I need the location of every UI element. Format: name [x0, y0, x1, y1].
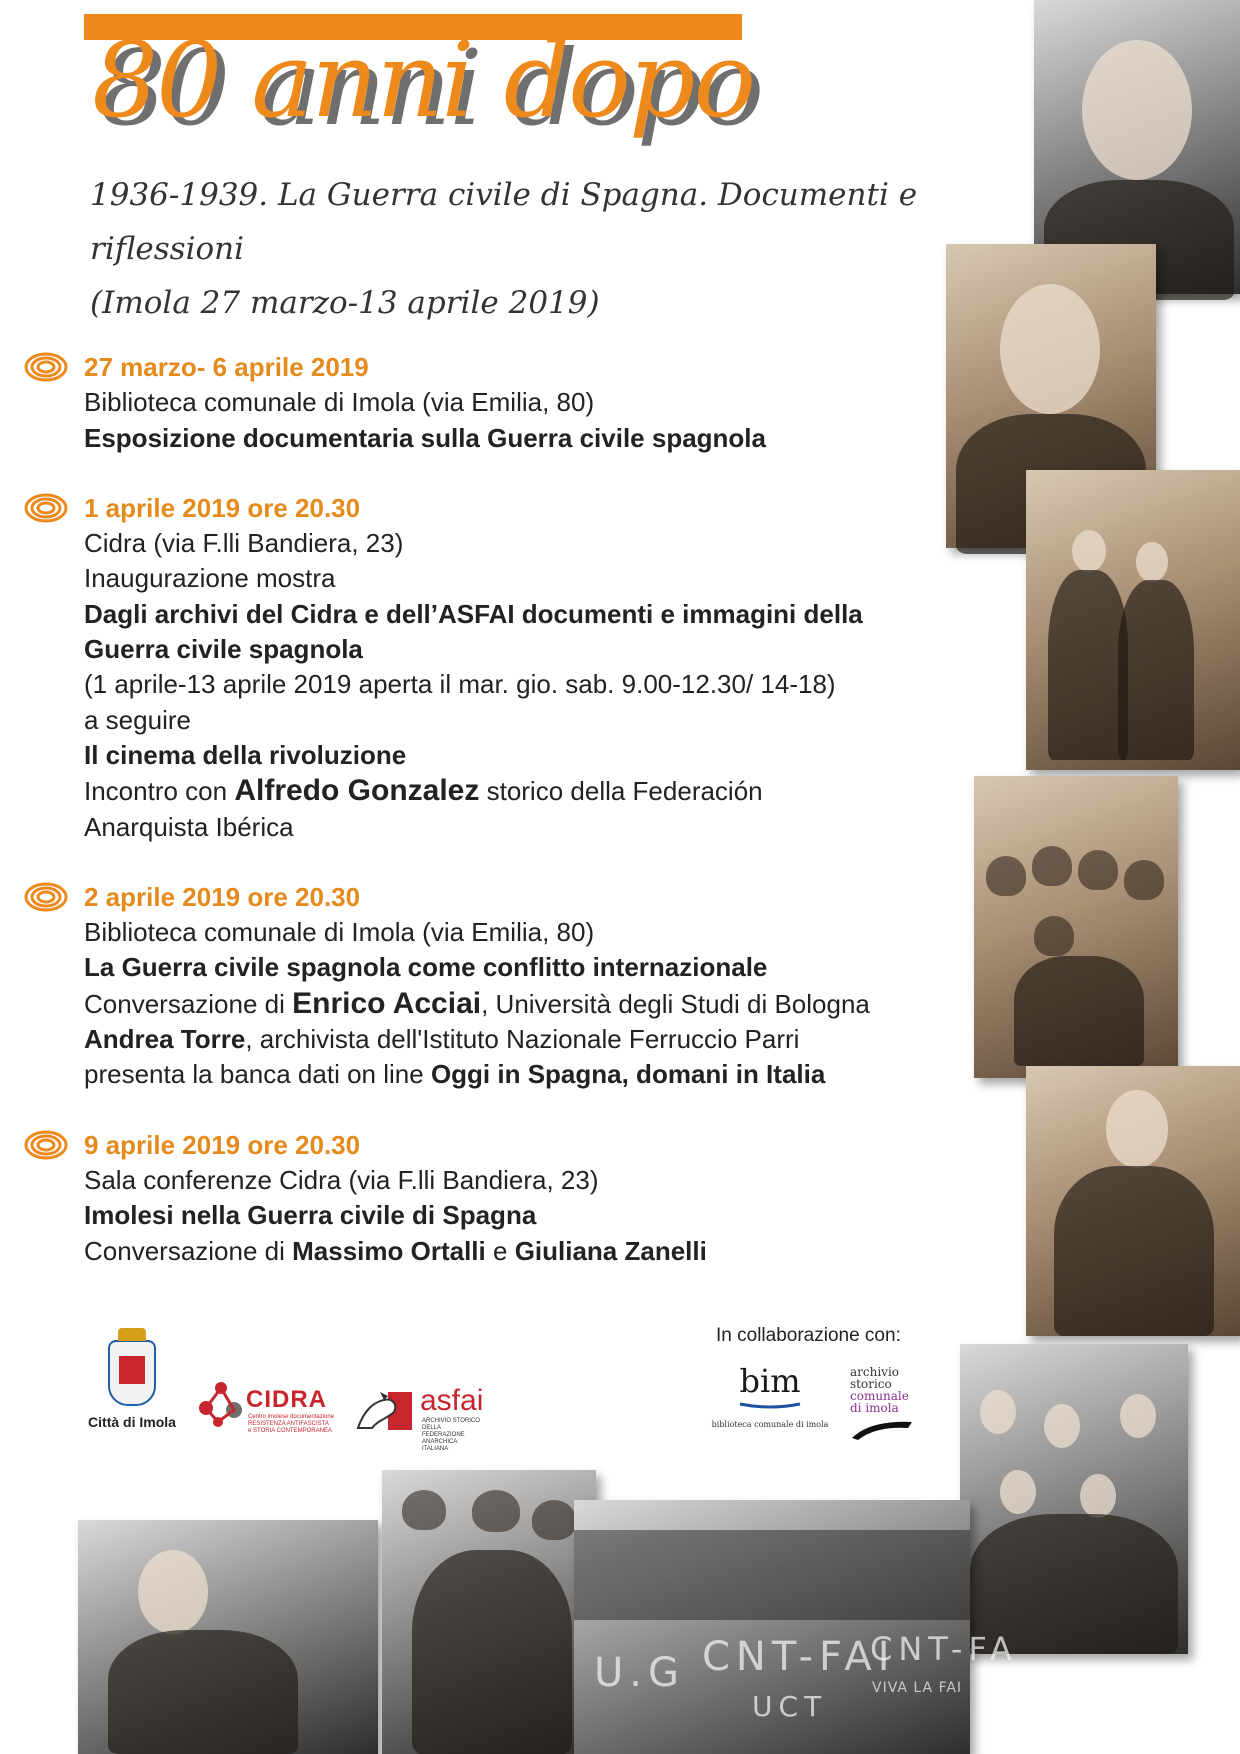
talk-prefix: Incontro con: [84, 776, 228, 807]
subtitle-line-1: 1936-1939. La Guerra civile di Spagna. Documenti e riflessioni: [90, 177, 918, 267]
event-item: [24, 880, 984, 1093]
database-name: Oggi in Spagna, domani in Italia: [430, 1059, 826, 1090]
group-photo: [960, 1344, 1188, 1654]
archivio-swoosh-icon: [850, 1416, 920, 1440]
logo-citta-di-imola: [82, 1340, 182, 1430]
event-venue: Biblioteca comunale di Imola (via Emilia, 80): [84, 917, 595, 948]
imola-caption: Città di Imola: [88, 1414, 176, 1430]
event-title: La Guerra civile spagnola come conflitto internazionale: [84, 952, 768, 983]
speaker-1: Massimo Ortalli: [292, 1235, 486, 1266]
event-subtitle: Inaugurazione mostra: [84, 563, 336, 594]
talk-suffix: storico della Federación: [486, 776, 763, 807]
spiral-bullet-icon: [24, 493, 68, 523]
speaker-name: Alfredo Gonzalez: [234, 774, 480, 808]
event-title-line-2: Guerra civile spagnola: [84, 634, 363, 665]
train-graffiti-2: CNT-FAI: [702, 1634, 896, 1680]
second-speaker-role: , archivista dell'Istituto Nazionale Ferruccio Parri: [245, 1024, 800, 1055]
train-graffiti-1: U.G: [594, 1650, 685, 1696]
train-graffiti-5: VIVA LA FAI: [872, 1680, 963, 1696]
event-second-speaker: [84, 1022, 984, 1057]
soldiers-helmets-photo: [382, 1470, 596, 1754]
event-list: [24, 350, 984, 1304]
event-date: 9 aprile 2019 ore 20.30: [84, 1129, 361, 1160]
soldiers-trench-photo: [974, 776, 1178, 1078]
bim-caption: biblioteca comunale di imola: [711, 1420, 829, 1429]
event-venue: Cidra (via F.lli Bandiera, 23): [84, 528, 404, 559]
logo-cidra: [196, 1378, 366, 1434]
event-date: 1 aprile 2019 ore 20.30: [84, 492, 361, 523]
event-item: [24, 350, 984, 456]
event-item: [24, 491, 984, 845]
train-photo: [574, 1500, 1018, 1754]
event-talk: [84, 986, 984, 1022]
event-talk: [84, 773, 984, 809]
asfai-tagline: ARCHIVIO STORICO DELLA FEDERAZIONE ANARCHICA ITALIANA: [422, 1418, 480, 1452]
talk-prefix: Conversazione di: [84, 988, 285, 1019]
train-graffiti-3: CNT-FA: [870, 1630, 1018, 1668]
asfai-wordmark: asfai: [420, 1384, 484, 1417]
event-talk-line-2: Anarquista Ibérica: [84, 811, 294, 842]
two-men-photo: [1026, 470, 1240, 770]
asfai-horse-icon: [354, 1388, 414, 1434]
bim-underline-icon: [710, 1400, 830, 1410]
event-hours: (1 aprile-13 aprile 2019 aperta il mar. gio. sab. 9.00-12.30/ 14-18): [84, 669, 836, 700]
database-prefix: presenta la banca dati on line: [84, 1059, 424, 1090]
speaker-affiliation: , Università degli Studi di Bologna: [481, 988, 870, 1019]
spiral-bullet-icon: [24, 882, 68, 912]
cidra-tagline: Centro imolese documentazione RESISTENZA ANTIFASCISTA e STORIA CONTEMPORANEA: [248, 1414, 335, 1434]
logo-bim: [710, 1362, 830, 1429]
event-database: [84, 1057, 984, 1092]
second-speaker-name: Andrea Torre: [84, 1024, 246, 1055]
event-title-line-1: Dagli archivi del Cidra e dell’ASFAI documenti e immagini della: [84, 598, 863, 629]
event-follow: a seguire: [84, 704, 191, 735]
cidra-wordmark: CIDRA: [246, 1386, 327, 1413]
spiral-bullet-icon: [24, 352, 68, 382]
logo-asfai: [354, 1384, 484, 1452]
event-second-title: Il cinema della rivoluzione: [84, 739, 407, 770]
event-venue: Biblioteca comunale di Imola (via Emilia, 80): [84, 387, 595, 418]
logo-archivio-storico: [850, 1366, 930, 1440]
event-title: Imolesi nella Guerra civile di Spagna: [84, 1200, 537, 1231]
event-talk: [84, 1234, 984, 1269]
imola-crest-icon: [108, 1340, 156, 1406]
spiral-bullet-icon: [24, 1130, 68, 1160]
page-title: 80 anni dopo: [92, 19, 755, 141]
page-subtitle: [90, 168, 1020, 330]
event-date: 2 aprile 2019 ore 20.30: [84, 881, 361, 912]
archivio-wordmark: archivio storico comunale di imola: [850, 1365, 909, 1415]
talk-prefix: Conversazione di: [84, 1235, 285, 1266]
event-item: [24, 1128, 984, 1269]
speaker-name: Enrico Acciai: [292, 986, 482, 1020]
bim-wordmark: bim: [739, 1362, 801, 1400]
writer-photo: [78, 1520, 378, 1754]
event-title: Esposizione documentaria sulla Guerra civile spagnola: [84, 422, 766, 453]
speaker-2: Giuliana Zanelli: [514, 1235, 707, 1266]
train-graffiti-4: UCT: [752, 1690, 828, 1723]
event-venue: Sala conferenze Cidra (via F.lli Bandiera, 23): [84, 1164, 599, 1195]
seated-man-photo: [1026, 1066, 1240, 1336]
collaboration-label: In collaborazione con:: [716, 1325, 901, 1346]
conjunction: e: [492, 1235, 508, 1266]
subtitle-line-2: (Imola 27 marzo-13 aprile 2019): [90, 285, 600, 321]
event-date: 27 marzo- 6 aprile 2019: [84, 352, 369, 382]
cidra-molecule-icon: [196, 1378, 246, 1430]
